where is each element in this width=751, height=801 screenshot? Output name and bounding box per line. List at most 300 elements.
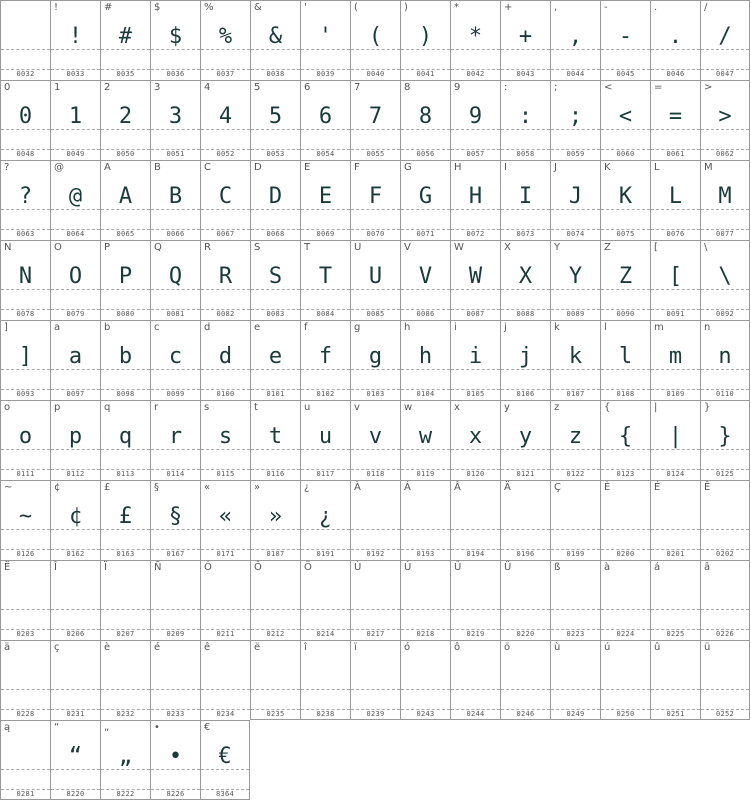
glyph-sample: /	[718, 24, 732, 49]
glyph-cell	[250, 0, 300, 80]
glyph-sample: z	[568, 424, 583, 449]
glyph-sample	[651, 579, 700, 615]
glyph-sample: 0	[18, 104, 33, 129]
character-label: K	[604, 162, 611, 173]
glyph-sample: A	[118, 184, 133, 209]
code-point: 0113	[116, 470, 135, 478]
character-label: R	[204, 242, 211, 253]
code-point: 0092	[715, 310, 735, 318]
code-point: 0220	[516, 630, 535, 638]
character-label: Â	[454, 482, 461, 493]
glyph-sample	[401, 579, 450, 615]
glyph-sample	[201, 579, 250, 615]
character-label: L	[654, 162, 660, 173]
glyph-sample	[201, 659, 250, 695]
glyph-sample: &	[268, 24, 283, 49]
glyph-sample	[551, 579, 600, 615]
glyph-cell	[350, 560, 400, 640]
glyph-cell	[200, 640, 250, 720]
code-point: 0194	[466, 550, 485, 558]
glyph-sample	[401, 659, 450, 695]
character-label: Ä	[504, 482, 511, 493]
glyph-cell	[200, 480, 250, 560]
character-label: 9	[454, 82, 461, 93]
code-point: 0033	[66, 70, 85, 78]
character-label: ó	[404, 642, 411, 653]
glyph-sample: •	[168, 744, 183, 769]
glyph-cell	[100, 400, 150, 480]
glyph-cell	[450, 560, 500, 640]
character-label: M	[704, 162, 713, 173]
character-label: 2	[104, 82, 111, 93]
glyph-sample	[351, 659, 400, 695]
character-label: é	[154, 642, 161, 653]
glyph-sample	[601, 499, 650, 535]
character-label: ~	[4, 482, 13, 493]
code-point: 0042	[466, 70, 485, 78]
glyph-sample: W	[468, 264, 483, 289]
character-label: §	[154, 482, 159, 493]
glyph-cell	[500, 320, 550, 400]
character-label: Ù	[354, 562, 362, 573]
code-point: 8220	[66, 790, 85, 798]
code-point: 0207	[116, 630, 135, 638]
glyph-sample: Y	[568, 264, 583, 289]
code-point: 0055	[366, 150, 385, 158]
character-label: ą	[4, 722, 11, 733]
code-point: 0061	[666, 150, 685, 158]
glyph-cell	[250, 160, 300, 240]
code-point: 0091	[666, 310, 685, 318]
glyph-cell	[0, 720, 50, 800]
glyph-sample: n	[718, 344, 732, 369]
glyph-sample	[601, 579, 650, 615]
character-label: l	[604, 322, 607, 333]
character-label: 1	[54, 82, 61, 93]
glyph-cell	[500, 80, 550, 160]
glyph-cell	[450, 0, 500, 80]
character-label: J	[554, 162, 557, 173]
glyph-sample: <	[618, 104, 633, 129]
glyph-sample: )	[418, 24, 433, 49]
character-label: }	[704, 402, 711, 413]
glyph-sample	[351, 579, 400, 615]
code-point: 0082	[216, 310, 235, 318]
character-label: n	[704, 322, 711, 333]
glyph-cell	[200, 80, 250, 160]
code-point: 0074	[566, 230, 585, 238]
code-point: 0047	[715, 70, 735, 78]
character-label: g	[354, 322, 361, 333]
character-label: Ç	[554, 482, 561, 493]
glyph-cell	[300, 560, 350, 640]
code-point: 0232	[116, 710, 135, 718]
code-point: 0252	[715, 710, 735, 718]
glyph-cell	[0, 240, 50, 320]
character-label: W	[454, 242, 464, 253]
glyph-cell	[0, 320, 50, 400]
character-label: X	[504, 242, 511, 253]
code-point: 0032	[16, 70, 35, 78]
character-label: É	[654, 482, 661, 493]
glyph-cell	[350, 640, 400, 720]
character-label: -	[604, 2, 608, 13]
code-point: 0070	[366, 230, 385, 238]
code-point: 0088	[516, 310, 535, 318]
glyph-cell	[250, 560, 300, 640]
glyph-sample: 8	[418, 104, 433, 129]
glyph-cell	[400, 240, 450, 320]
character-label: C	[204, 162, 211, 173]
glyph-cell	[650, 480, 700, 560]
glyph-cell	[50, 320, 100, 400]
character-label: á	[654, 562, 661, 573]
glyph-sample: »	[268, 504, 283, 529]
code-point: 0087	[466, 310, 485, 318]
glyph-cell	[700, 560, 750, 640]
glyph-cell	[100, 560, 150, 640]
glyph-cell	[550, 320, 600, 400]
character-label: m	[654, 322, 664, 333]
character-label: E	[304, 162, 311, 173]
code-point: 0206	[66, 630, 85, 638]
glyph-sample: @	[68, 184, 83, 209]
code-point: 0233	[166, 710, 185, 718]
glyph-sample: ]	[18, 344, 33, 369]
glyph-sample: 4	[218, 104, 233, 129]
glyph-cell	[400, 160, 450, 240]
glyph-cell	[100, 0, 150, 80]
glyph-cell	[700, 80, 750, 160]
character-label: Û	[454, 562, 462, 573]
code-point: 0114	[166, 470, 185, 478]
character-label: «	[204, 482, 211, 493]
code-point: 0214	[316, 630, 335, 638]
character-label: Y	[554, 242, 561, 253]
code-point: 0086	[416, 310, 435, 318]
code-point: 0196	[516, 550, 535, 558]
glyph-cell	[50, 640, 100, 720]
character-label: a	[54, 322, 61, 333]
code-point: 0090	[616, 310, 635, 318]
character-label: Ë	[4, 562, 11, 573]
glyph-cell	[350, 240, 400, 320]
code-point: 0235	[266, 710, 285, 718]
character-label: Ó	[204, 562, 212, 573]
glyph-cell	[350, 160, 400, 240]
glyph-cell	[200, 560, 250, 640]
glyph-sample: R	[218, 264, 233, 289]
character-label: ü	[704, 642, 711, 653]
glyph-cell	[300, 240, 350, 320]
character-label: 5	[254, 82, 261, 93]
code-point: 0062	[715, 150, 735, 158]
glyph-sample: 1	[68, 104, 83, 129]
glyph-sample: ;	[568, 104, 583, 129]
glyph-sample: 7	[368, 104, 383, 129]
glyph-sample	[501, 499, 550, 535]
glyph-sample: '	[318, 24, 333, 49]
glyph-cell	[700, 640, 750, 720]
character-label: z	[554, 402, 560, 413]
glyph-cell	[0, 560, 50, 640]
code-point: 8222	[116, 790, 135, 798]
glyph-cell	[250, 80, 300, 160]
glyph-sample: c	[168, 344, 183, 369]
glyph-sample	[1, 739, 50, 775]
character-label: A	[104, 162, 111, 173]
glyph-sample	[601, 659, 650, 695]
glyph-sample: L	[668, 184, 683, 209]
character-label: î	[304, 642, 307, 653]
code-point: 0226	[715, 630, 735, 638]
character-label: o	[4, 402, 11, 413]
glyph-sample: l	[618, 344, 633, 369]
character-label: â	[704, 562, 711, 573]
code-point: 0192	[366, 550, 385, 558]
glyph-sample: !	[68, 24, 83, 49]
glyph-sample	[701, 579, 749, 615]
glyph-sample: ,	[568, 24, 583, 49]
glyph-sample: E	[318, 184, 333, 209]
glyph-sample: N	[18, 264, 33, 289]
glyph-cell	[600, 560, 650, 640]
glyph-cell	[0, 640, 50, 720]
glyph-sample	[151, 659, 200, 695]
character-label: @	[54, 162, 64, 173]
character-label: h	[404, 322, 411, 333]
glyph-sample: q	[118, 424, 133, 449]
glyph-cell	[400, 320, 450, 400]
code-point: 0119	[416, 470, 435, 478]
character-label: 0	[4, 82, 11, 93]
glyph-sample	[701, 499, 749, 535]
glyph-cell	[150, 0, 200, 80]
code-point: 8364	[215, 790, 235, 798]
character-label: V	[404, 242, 411, 253]
glyph-sample	[451, 499, 500, 535]
glyph-cell	[700, 240, 750, 320]
character-label: <	[604, 82, 613, 93]
glyph-sample: H	[468, 184, 483, 209]
glyph-sample: ¿	[318, 504, 333, 529]
code-point: 0234	[216, 710, 235, 718]
glyph-sample: §	[168, 504, 183, 529]
code-point: 0048	[16, 150, 35, 158]
glyph-sample: w	[418, 424, 433, 449]
code-point: 8226	[166, 790, 185, 798]
code-point: 0067	[216, 230, 235, 238]
glyph-cell	[400, 560, 450, 640]
glyph-cell	[600, 160, 650, 240]
glyph-cell	[150, 560, 200, 640]
glyph-sample: C	[218, 184, 233, 209]
character-label: :	[504, 82, 508, 93]
code-point: 0044	[566, 70, 585, 78]
character-label: e	[254, 322, 261, 333]
glyph-sample: F	[368, 184, 383, 209]
code-point: 0065	[116, 230, 135, 238]
glyph-cell	[200, 240, 250, 320]
code-point: 0053	[266, 150, 285, 158]
glyph-cell	[250, 400, 300, 480]
glyph-sample: 2	[118, 104, 133, 129]
character-label: [	[654, 242, 658, 253]
glyph-sample: 3	[168, 104, 183, 129]
character-label: 7	[354, 82, 361, 93]
glyph-cell	[50, 240, 100, 320]
glyph-cell	[500, 480, 550, 560]
glyph-sample: ?	[18, 184, 33, 209]
character-label: k	[554, 322, 560, 333]
code-point: 0064	[66, 230, 85, 238]
glyph-cell	[650, 240, 700, 320]
character-label: Ü	[504, 562, 512, 573]
code-point: 0124	[666, 470, 685, 478]
glyph-cell	[600, 240, 650, 320]
character-label: û	[654, 642, 661, 653]
code-point: 0228	[16, 710, 35, 718]
glyph-cell	[200, 400, 250, 480]
glyph-sample: j	[518, 344, 533, 369]
glyph-sample	[651, 499, 700, 535]
glyph-cell	[500, 400, 550, 480]
character-label: \	[704, 242, 708, 253]
character-label: »	[254, 482, 261, 493]
code-point: 0043	[516, 70, 535, 78]
code-point: 0049	[66, 150, 85, 158]
code-point: 0068	[266, 230, 285, 238]
code-point: 0250	[616, 710, 635, 718]
glyph-cell	[650, 0, 700, 80]
glyph-cell	[650, 400, 700, 480]
code-point: 0054	[316, 150, 335, 158]
glyph-sample	[451, 659, 500, 695]
character-label: Ô	[254, 562, 262, 573]
character-label: >	[704, 82, 713, 93]
character-label: $	[154, 2, 161, 13]
character-label: ê	[204, 642, 211, 653]
character-label: F	[354, 162, 360, 173]
glyph-cell	[400, 640, 450, 720]
glyph-sample	[251, 659, 300, 695]
glyph-sample: „	[118, 744, 133, 769]
glyph-sample	[51, 659, 100, 695]
glyph-sample	[501, 659, 550, 695]
glyph-sample: B	[168, 184, 183, 209]
character-label: +	[504, 2, 513, 13]
code-point: 0085	[366, 310, 385, 318]
code-point: 0105	[466, 390, 485, 398]
glyph-cell	[550, 240, 600, 320]
code-point: 0211	[216, 630, 235, 638]
code-point: 0071	[416, 230, 435, 238]
code-point: 0163	[116, 550, 135, 558]
code-point: 0041	[416, 70, 435, 78]
glyph-sample: |	[668, 424, 683, 449]
code-point: 0108	[616, 390, 635, 398]
glyph-cell	[100, 80, 150, 160]
glyph-cell	[600, 400, 650, 480]
character-label: ä	[4, 642, 11, 653]
glyph-sample: -	[618, 24, 633, 49]
code-point: 0116	[266, 470, 285, 478]
code-point: 0246	[516, 710, 535, 718]
character-label: “	[54, 722, 60, 733]
code-point: 0077	[715, 230, 735, 238]
glyph-cell	[400, 400, 450, 480]
glyph-sample: a	[68, 344, 83, 369]
glyph-sample: :	[518, 104, 533, 129]
code-point: 0084	[316, 310, 335, 318]
code-point: 0249	[566, 710, 585, 718]
code-point: 0238	[316, 710, 335, 718]
glyph-sample: v	[368, 424, 383, 449]
glyph-sample	[401, 499, 450, 535]
code-point: 0035	[116, 70, 135, 78]
glyph-cell	[450, 320, 500, 400]
glyph-cell	[350, 400, 400, 480]
glyph-cell	[700, 160, 750, 240]
code-point: 0057	[466, 150, 485, 158]
glyph-cell	[550, 560, 600, 640]
character-label: ¢	[54, 482, 61, 493]
character-label: u	[304, 402, 311, 413]
character-label: ]	[4, 322, 8, 333]
glyph-cell	[150, 640, 200, 720]
character-label: ö	[504, 642, 511, 653]
code-point: 0122	[566, 470, 585, 478]
glyph-sample: x	[468, 424, 483, 449]
glyph-sample: t	[268, 424, 283, 449]
character-label: T	[304, 242, 311, 253]
glyph-cell	[300, 640, 350, 720]
character-label: ë	[254, 642, 261, 653]
glyph-cell	[550, 480, 600, 560]
code-point: 0050	[116, 150, 135, 158]
code-point: 0193	[416, 550, 435, 558]
glyph-sample: >	[718, 104, 732, 129]
code-point: 0231	[66, 710, 85, 718]
character-label: S	[254, 242, 261, 253]
code-point: 0076	[666, 230, 685, 238]
glyph-cell	[50, 400, 100, 480]
code-point: 0201	[666, 550, 685, 558]
character-label: €	[204, 722, 211, 733]
glyph-sample: }	[718, 424, 732, 449]
character-label: x	[454, 402, 460, 413]
glyph-cell	[150, 480, 200, 560]
glyph-cell	[150, 720, 200, 800]
code-point: 0219	[466, 630, 485, 638]
glyph-sample: (	[368, 24, 383, 49]
glyph-cell	[200, 320, 250, 400]
character-label: !	[54, 2, 59, 13]
glyph-sample: y	[518, 424, 533, 449]
glyph-sample: ~	[18, 504, 33, 529]
glyph-sample: e	[268, 344, 283, 369]
character-label: U	[354, 242, 362, 253]
code-point: 0103	[366, 390, 385, 398]
code-point: 0162	[66, 550, 85, 558]
glyph-cell	[300, 480, 350, 560]
character-label: Q	[154, 242, 162, 253]
code-point: 0066	[166, 230, 185, 238]
character-label: s	[204, 402, 210, 413]
code-point: 0080	[116, 310, 135, 318]
glyph-cell	[600, 320, 650, 400]
glyph-sample	[1, 19, 50, 55]
